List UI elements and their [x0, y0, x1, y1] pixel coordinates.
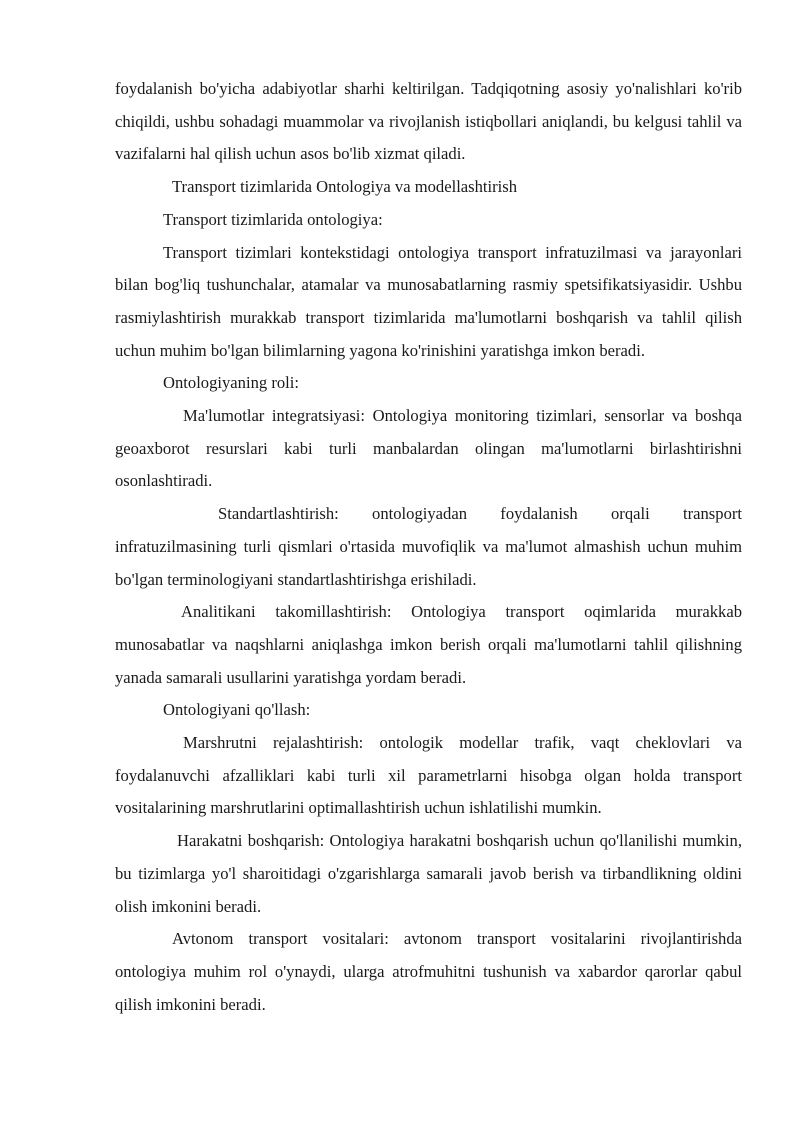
paragraph-standardization: Standartlashtirish: ontologiyadan foydalanish orqali transport infratuzilmasining turli qismlari o'rtasida muvofiqlik va ma'lumot almashish uchun muhim bo'lgan terminologiyani standartlashtirishga erishiladi.: [115, 504, 742, 589]
section-heading: Transport tizimlarida Ontologiya va modellashtirish: [172, 177, 518, 197]
paragraph-analytics: Analitikani takomillashtirish: Ontologiya transport oqimlarida murakkab munosabatlar va naqshlarni aniqlashga imkon berish orqali ma'lumotlarni tahlil qilishning yanada samarali usullarini yaratishga yordam beradi.: [115, 602, 742, 687]
paragraph-route-planning: Marshrutni rejalashtirish: ontologik modellar trafik, vaqt cheklovlari va foydalanuvchi afzalliklari kabi turli xil parametrlarni hisobga olgan holda transport vositalarining marshrutlarini optimallashtirish uchun ishlatilishi mumkin.: [115, 733, 742, 818]
paragraph-intro-continuation: foydalanish bo'yicha adabiyotlar sharhi keltirilgan. Tadqiqotning asosiy yo'nalishlari ko'rib chiqildi, ushbu sohadagi muammolar va rivojlanish istiqbollari aniqlandi, bu kelgusi tahlil va vazifalarni hal qilish uchun asos bo'lib xizmat qiladi.: [115, 79, 742, 164]
paragraph-data-integration: Ma'lumotlar integratsiyasi: Ontologiya monitoring tizimlari, sensorlar va boshqa geoaxborot resurslari kabi turli manbalardan olingan ma'lumotlarni birlashtirishni osonlashtiradi.: [115, 406, 742, 491]
subheading-application: Ontologiyani qo'llash:: [163, 700, 311, 720]
paragraph-ontology-definition: Transport tizimlari kontekstidagi ontologiya transport infratuzilmasi va jarayonlari bilan bog'liq tushunchalar, atamalar va munosabatlarning rasmiy spetsifikatsiyasidir. Ushbu rasmiylashtirish murakkab transport tizimlarida ma'lumotlarni boshqarish va tahlil qilish uchun muhim bo'lgan bilimlarning yagona ko'rinishini yaratishga imkon beradi.: [115, 242, 742, 360]
paragraph-traffic-management: Harakatni boshqarish: Ontologiya harakatni boshqarish uchun qo'llanilishi mumkin, bu tizimlarga yo'l sharoitidagi o'zgarishlarga samarali javob berish va tirbandlikning oldini olish imkonini beradi.: [115, 831, 742, 916]
paragraph-autonomous-vehicles: Avtonom transport vositalari: avtonom transport vositalarini rivojlantirishda ontologiya muhim rol o'ynaydi, ularga atrofmuhitni tushunish va xabardor qarorlar qabul qilish imkonini beradi.: [115, 929, 742, 1014]
body-text: [115, 73, 742, 1021]
subheading-role: Ontologiyaning roli:: [163, 373, 299, 393]
subheading-ontology: Transport tizimlarida ontologiya:: [163, 209, 383, 229]
